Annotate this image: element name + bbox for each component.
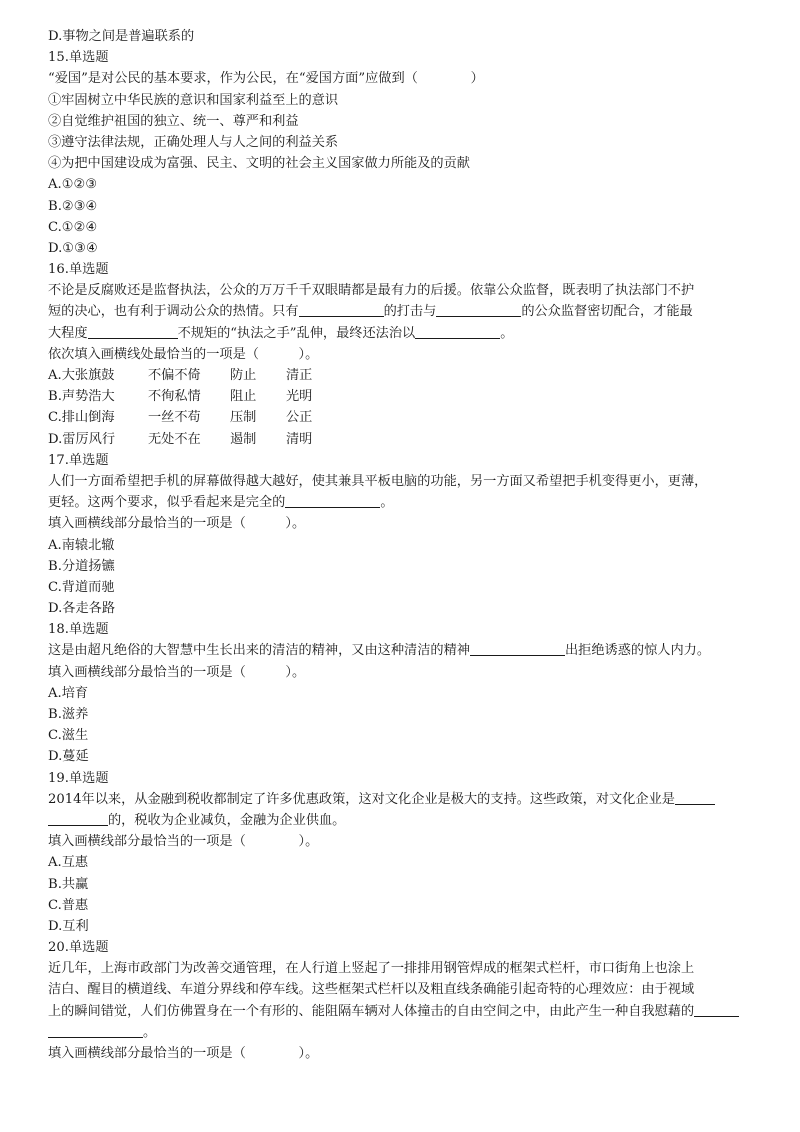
q19-option-c[interactable]: C.普惠 xyxy=(48,897,89,913)
q16-blank-1 xyxy=(299,302,384,317)
q16-text-3a: 大程度 xyxy=(48,325,88,341)
q19-option-d[interactable]: D.互利 xyxy=(48,918,89,934)
q17-blank xyxy=(285,493,380,508)
q20-prompt: 填入画横线部分最恰当的一项是（ ）。 xyxy=(48,1046,319,1061)
q16-option-c-word-3: 压制 xyxy=(230,410,257,426)
q16-option-a-word-3: 防止 xyxy=(230,368,257,383)
q20-blank-part-2 xyxy=(48,1023,143,1038)
q16-option-a[interactable] xyxy=(48,365,800,386)
q20-stem-line-2: 洁白、醒目的横道线、车道分界线和停车线。这些框架式栏杆以及粗直线条确能引起奇特的心理效应：由于视域 xyxy=(48,982,695,998)
q16-option-b[interactable] xyxy=(48,386,800,407)
q15-item-2: ②自觉维护祖国的独立、统一、尊严和利益 xyxy=(48,113,299,129)
q16-header: 16.单选题 xyxy=(48,262,109,278)
q18-prompt: 填入画横线部分最恰当的一项是（ ）。 xyxy=(48,664,306,680)
q17-prompt: 填入画横线部分最恰当的一项是（ ）。 xyxy=(48,516,306,532)
q15-option-b[interactable]: B.②③④ xyxy=(48,198,98,214)
q16-option-b-word-2: 不徇私情 xyxy=(148,389,201,405)
q17-header: 17.单选题 xyxy=(48,452,109,468)
q18-option-d[interactable]: D.蔓延 xyxy=(48,749,89,765)
q16-prompt: 依次填入画横线处最恰当的一项是（ ）。 xyxy=(48,346,319,362)
q19-option-b[interactable]: B.共赢 xyxy=(48,876,89,892)
q18-option-a[interactable]: A.培育 xyxy=(48,685,89,701)
q17-option-d[interactable]: D.各走各路 xyxy=(48,601,116,617)
q20-stem-line-1: 近几年，上海市政部门为改善交通管理，在人行道上竖起了一排排用钢管焊成的框架式栏杆，市口街角上也涂上 xyxy=(48,961,695,977)
q15-header: 15.单选题 xyxy=(48,50,109,66)
q17-option-a[interactable]: A.南辕北辙 xyxy=(48,537,115,553)
q17-stem-line-1: 人们一方面希望把手机的屏幕做得越大越好，使其兼具平板电脑的功能，另一方面又希望把手机变得更小，更薄， xyxy=(48,473,708,489)
q16-text-2a: 短的决心，也有利于调动公众的热情。只有 xyxy=(48,304,299,320)
q19-header: 19.单选题 xyxy=(48,770,109,786)
q19-stem-line-2 xyxy=(48,810,800,831)
q20-blank-part-1 xyxy=(694,1002,739,1017)
q16-option-d-word-3: 遏制 xyxy=(230,431,257,447)
q16-option-b-word-3: 阻止 xyxy=(230,389,257,405)
q17-stem-line-2 xyxy=(48,492,800,513)
q16-option-b-word-1: B.声势浩大 xyxy=(48,389,115,405)
q15-item-1: ①牢固树立中华民族的意识和国家利益至上的意识 xyxy=(48,92,339,108)
q16-stem-line-2 xyxy=(48,301,800,322)
q18-header: 18.单选题 xyxy=(48,622,109,638)
q16-option-c-word-2: 一丝不苟 xyxy=(148,410,201,426)
q18-text-1a: 这是由超凡绝俗的大智慧中生长出来的清洁的精神，又由这种清洁的精神 xyxy=(48,643,470,659)
q17-text-2a: 更轻。这两个要求，似乎看起来是完全的 xyxy=(48,495,286,511)
q18-option-c[interactable]: C.滋生 xyxy=(48,728,89,744)
q20-header: 20.单选题 xyxy=(48,940,109,956)
q17-text-2b: 。 xyxy=(380,495,394,511)
q15-stem: “爱国”是对公民的基本要求，作为公民，在“爱国方面”应做到（ ） xyxy=(48,71,484,87)
q19-text-2: 的，税收为企业减负，金融为企业供血。 xyxy=(108,812,346,828)
q16-text-3c: 。 xyxy=(500,325,514,341)
q16-text-3b: 不规矩的“执法之手”乱伸，最终还法治以 xyxy=(177,325,416,341)
q16-text-2c: 的公众监督密切配合，才能最 xyxy=(521,304,693,320)
q15-item-4: ④为把中国建设成为富强、民主、文明的社会主义国家做力所能及的贡献 xyxy=(48,156,470,172)
q18-stem-line-1 xyxy=(48,640,800,661)
q16-option-d[interactable] xyxy=(48,429,800,450)
q19-prompt: 填入画横线部分最恰当的一项是（ ）。 xyxy=(48,834,319,850)
q16-option-a-word-1: A.大张旗鼓 xyxy=(48,368,115,383)
q16-option-a-word-4: 清正 xyxy=(286,368,313,383)
q16-option-d-word-2: 无处不在 xyxy=(148,431,201,447)
q18-option-b[interactable]: B.滋养 xyxy=(48,707,89,722)
q16-option-d-word-1: D.雷厉风行 xyxy=(48,431,116,447)
q16-option-c-word-4: 公正 xyxy=(286,410,313,426)
q20-stem-line-3 xyxy=(48,1001,800,1022)
q16-blank-3 xyxy=(88,324,178,339)
q17-option-c[interactable]: C.背道而驰 xyxy=(48,579,115,595)
q18-blank xyxy=(470,641,565,656)
q19-text-1: 2014年以来，从金融到税收都制定了许多优惠政策，这对文化企业是极大的支持。这些政策，对文化企业是 xyxy=(48,791,675,807)
q16-option-b-word-4: 光明 xyxy=(286,389,313,405)
q15-item-3: ③遵守法律法规，正确处理人与人之间的利益关系 xyxy=(48,134,339,150)
q16-option-c[interactable] xyxy=(48,407,800,428)
q20-text-4: 。 xyxy=(143,1024,157,1040)
q15-option-d[interactable]: D.①③④ xyxy=(48,240,98,256)
q17-option-b[interactable]: B.分道扬镳 xyxy=(48,558,115,574)
q20-stem-line-4 xyxy=(48,1022,800,1043)
q19-blank-part-1 xyxy=(675,790,715,805)
q16-option-a-word-2: 不偏不倚 xyxy=(148,368,201,383)
q16-blank-4 xyxy=(415,324,500,339)
q16-option-c-word-1: C.排山倒海 xyxy=(48,410,115,426)
q16-stem-line-3 xyxy=(48,323,800,344)
q16-option-d-word-4: 清明 xyxy=(286,431,313,447)
q15-option-a[interactable]: A.①②③ xyxy=(48,177,98,193)
q19-blank-part-2 xyxy=(48,811,108,826)
q20-text-3: 上的瞬间错觉，人们仿佛置身在一个有形的、能阻隔车辆对人体撞击的自由空间之中，由此产生一种自我慰藉的 xyxy=(48,1003,695,1019)
q19-stem-line-1 xyxy=(48,789,800,810)
q18-text-1b: 出拒绝诱惑的惊人内力。 xyxy=(565,643,711,659)
q14-option-d: D.事物之间是普遍联系的 xyxy=(48,29,195,44)
q15-option-c[interactable]: C.①②④ xyxy=(48,219,98,235)
q16-text-2b: 的打击与 xyxy=(383,304,437,320)
q16-blank-2 xyxy=(436,302,521,317)
q16-stem-line-1: 不论是反腐败还是监督执法，公众的万万千千双眼睛都是最有力的后援。依靠公众监督，既表明了执法部门不护 xyxy=(48,283,695,299)
q19-option-a[interactable]: A.互惠 xyxy=(48,855,89,871)
